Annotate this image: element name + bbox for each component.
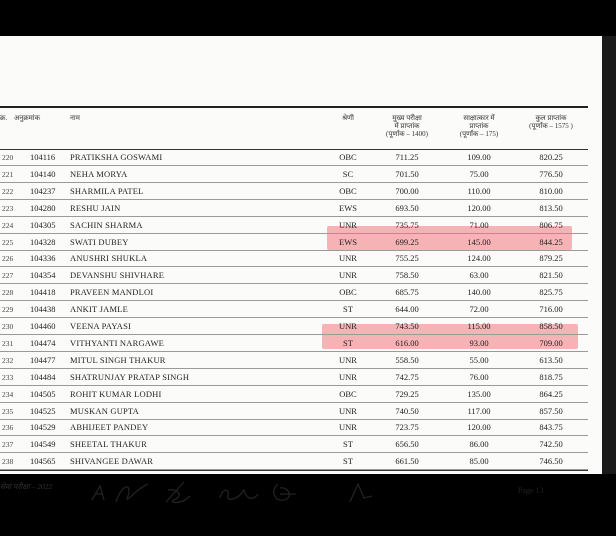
cell-roll: 104354 [30,270,56,281]
cell-sr: 224 [2,220,14,230]
cell-name: MITUL SINGH THAKUR [70,354,166,365]
cell-main-marks: 743.50 [395,321,419,331]
cell-total-marks: 821.50 [539,270,563,281]
header-interview-line3: (पूर्णांक – 175) [459,130,499,138]
cell-sr: 227 [2,271,14,281]
cell-interview-marks: 72.00 [469,304,489,315]
cell-main-marks: 616.00 [395,337,419,348]
cell-category: ST [343,304,353,315]
header-interview-line2: प्राप्तांक [469,122,489,130]
cell-main-marks: 742.75 [395,371,419,382]
cell-name: SHIVANGEE DAWAR [70,456,154,467]
cell-sr: 238 [2,457,14,467]
cell-roll: 104529 [30,422,56,433]
cell-roll: 104474 [30,337,56,348]
cell-name: SHEETAL THAKUR [70,439,147,450]
table-row [0,149,588,166]
cell-total-marks: 716.00 [539,304,563,315]
cell-sr: 229 [2,305,14,315]
table-row [0,369,588,386]
cell-sr: 234 [2,389,14,399]
table-row [0,217,588,234]
table-row [0,200,588,217]
table-row [0,403,588,420]
table-top-rule [0,106,588,108]
table-row [0,352,588,369]
cell-interview-marks: 120.00 [467,202,491,213]
table-row [0,386,588,403]
header-interview-marks [443,114,515,138]
cell-roll: 104525 [30,405,56,416]
cell-name: SACHIN SHARMA [70,219,143,230]
cell-name: RESHU JAIN [70,202,121,213]
cell-total-marks: 864.25 [539,388,563,399]
document-page [0,36,602,495]
header-main-line1: मुख्य परीक्षा [392,114,422,122]
table-row [0,234,588,251]
cell-roll: 104477 [30,354,56,365]
cell-category: ST [343,439,353,450]
cell-roll: 104565 [30,456,56,467]
cell-category: UNR [339,321,357,331]
cell-sr: 222 [2,186,14,196]
cell-roll: 104116 [30,152,56,162]
right-edge-shadow [602,36,616,474]
cell-interview-marks: 93.00 [469,337,489,348]
table-row [0,453,588,470]
cell-sr: 228 [2,288,14,298]
cell-main-marks: 711.25 [395,152,419,162]
table-row [0,436,588,453]
cell-roll: 104438 [30,304,56,315]
header-total-line2: (पूर्णांक – 1575 ) [529,122,573,130]
cell-name: VEENA PAYASI [70,321,132,331]
cell-sr: 231 [2,338,14,348]
header-main-line3: (पूर्णांक – 1400) [386,130,428,138]
header-interview-line1: साक्षात्कार में [463,114,495,122]
cell-category: UNR [339,219,357,230]
cell-sr: 236 [2,423,14,433]
cell-main-marks: 656.50 [395,439,419,450]
cell-name: SHATRUNJAY PRATAP SINGH [70,371,190,382]
cell-main-marks: 644.00 [395,304,419,315]
cell-main-marks: 701.50 [395,168,419,179]
cell-name: PRATIKSHA GOSWAMI [70,152,163,162]
cell-name: ABHIJEET PANDEY [70,422,149,433]
cell-category: UNR [339,422,357,433]
header-roll: अनुक्रमांक [14,114,40,122]
header-name: नाम [70,114,80,122]
cell-sr: 220 [2,153,14,162]
cell-total-marks: 825.75 [539,287,563,298]
header-total-line1: कुल प्राप्तांक [535,114,567,122]
cell-sr: 237 [2,440,14,450]
cell-roll: 104140 [30,168,56,179]
cell-roll: 104505 [30,388,56,399]
cell-category: SC [342,168,354,179]
cell-sr: 230 [2,322,14,331]
cell-roll: 104484 [30,371,56,382]
cell-main-marks: 693.50 [395,202,419,213]
cell-name: PRAVEEN MANDLOI [70,287,154,298]
cell-total-marks: 844.25 [539,236,563,247]
cell-interview-marks: 117.00 [467,405,491,416]
header-total-marks [518,114,584,130]
cell-roll: 104549 [30,439,56,450]
footer-exam-label: सेवा परीक्षा – 2022 [0,482,53,491]
cell-interview-marks: 85.00 [469,456,489,467]
cell-name: ANUSHRI SHUKLA [70,253,148,264]
cell-total-marks: 858.50 [539,321,563,331]
cell-interview-marks: 109.00 [467,152,491,162]
header-main-marks [375,114,439,138]
cell-main-marks: 740.50 [395,405,419,416]
cell-total-marks: 709.00 [539,337,563,348]
cell-main-marks: 735.75 [395,219,419,230]
cell-total-marks: 613.50 [539,354,563,365]
cell-name: MUSKAN GUPTA [70,405,140,416]
cell-category: EWS [339,202,357,213]
cell-sr: 226 [2,254,14,264]
cell-interview-marks: 71.00 [469,219,489,230]
cell-roll: 104328 [30,236,56,247]
cell-interview-marks: 115.00 [467,321,491,331]
cell-main-marks: 558.50 [395,354,419,365]
cell-interview-marks: 140.00 [467,287,491,298]
cell-main-marks: 758.50 [395,270,419,281]
cell-category: EWS [339,236,357,247]
cell-category: OBC [339,287,357,298]
header-main-line2: में प्राप्तांक [394,122,420,130]
cell-roll: 104418 [30,287,56,298]
cell-category: ST [343,337,353,348]
cell-category: UNR [339,405,357,416]
cell-total-marks: 857.50 [539,405,563,416]
cell-category: OBC [339,388,357,399]
cell-main-marks: 699.25 [395,236,419,247]
cell-interview-marks: 120.00 [467,422,491,433]
cell-category: UNR [339,354,357,365]
cell-name: DEVANSHU SHIVHARE [70,270,165,281]
table-row [0,335,588,352]
header-sr: क्र. [0,114,8,122]
cell-total-marks: 879.25 [539,253,563,264]
cell-sr: 221 [2,169,14,179]
cell-sr: 233 [2,372,14,382]
cell-interview-marks: 86.00 [469,439,489,450]
table-row [0,419,588,436]
cell-category: UNR [339,253,357,264]
page-number: Page 13 [518,486,544,495]
cell-name: SHARMILA PATEL [70,185,144,196]
cell-total-marks: 813.50 [539,202,563,213]
table-row [0,284,588,301]
cell-interview-marks: 135.00 [467,388,491,399]
cell-interview-marks: 145.00 [467,236,491,247]
cell-category: UNR [339,270,357,281]
cell-roll: 104305 [30,219,56,230]
cell-category: UNR [339,371,357,382]
table-row [0,250,588,267]
cell-roll: 104280 [30,202,56,213]
cell-total-marks: 806.75 [539,219,563,230]
cell-interview-marks: 76.00 [469,371,489,382]
cell-interview-marks: 55.00 [469,354,489,365]
cell-sr: 225 [2,237,14,247]
cell-main-marks: 723.75 [395,422,419,433]
cell-roll: 104460 [30,321,56,331]
cell-roll: 104237 [30,185,56,196]
cell-total-marks: 810.00 [539,185,563,196]
table-row [0,301,588,318]
cell-total-marks: 742.50 [539,439,563,450]
table-row [0,318,588,335]
cell-total-marks: 820.25 [539,152,563,162]
cell-sr: 232 [2,355,14,365]
signatures [88,476,388,508]
cell-total-marks: 818.75 [539,371,563,382]
cell-category: OBC [339,185,357,196]
cell-main-marks: 755.25 [395,253,419,264]
cell-category: OBC [339,152,357,162]
table-row [0,183,588,200]
cell-total-marks: 746.50 [539,456,563,467]
cell-sr: 223 [2,203,14,213]
cell-name: ROHIT KUMAR LODHI [70,388,162,399]
cell-category: ST [343,456,353,467]
cell-interview-marks: 63.00 [469,270,489,281]
cell-main-marks: 661.50 [395,456,419,467]
cell-interview-marks: 124.00 [467,253,491,264]
cell-main-marks: 729.25 [395,388,419,399]
cell-total-marks: 776.50 [539,168,563,179]
table-bottom-rule [0,470,588,471]
cell-name: SWATI DUBEY [70,236,129,247]
cell-name: ANKIT JAMLE [70,304,128,315]
cell-interview-marks: 110.00 [467,185,491,196]
cell-name: VITHYANTI NARGAWE [70,337,165,348]
table-row [0,166,588,183]
cell-interview-marks: 75.00 [469,168,489,179]
cell-main-marks: 700.00 [395,185,419,196]
table-row [0,267,588,284]
cell-name: NEHA MORYA [70,168,128,179]
cell-roll: 104336 [30,253,56,264]
cell-main-marks: 685.75 [395,287,419,298]
cell-sr: 235 [2,406,14,416]
header-category: श्रेणी [342,114,354,122]
cell-total-marks: 843.75 [539,422,563,433]
